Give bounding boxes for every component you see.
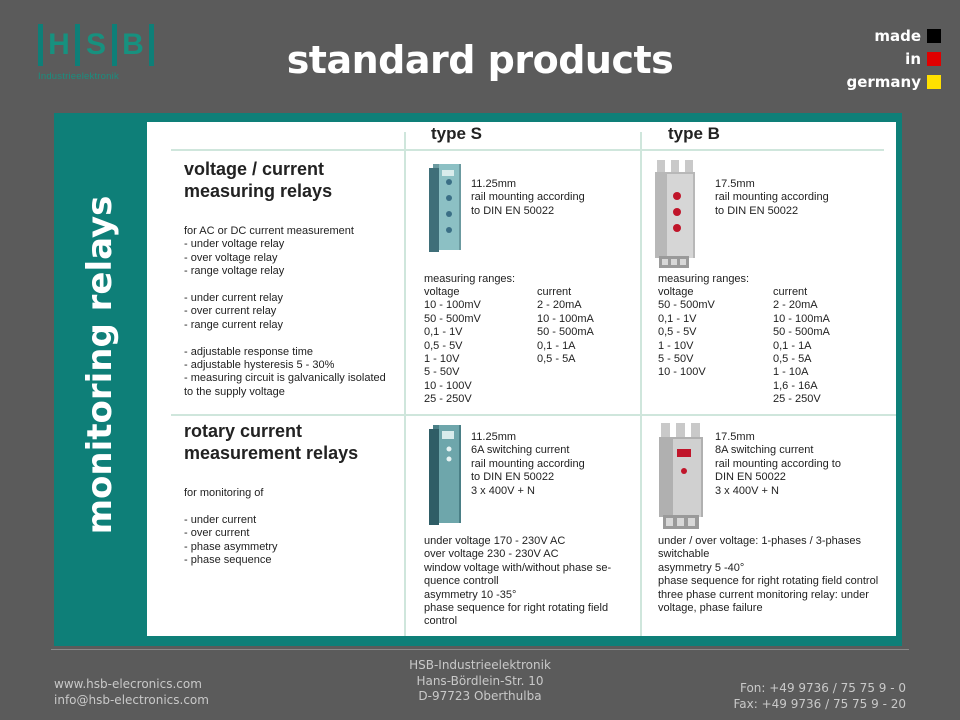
- in-label: in: [905, 49, 921, 68]
- made-row: [846, 70, 941, 93]
- phone-number: Fon: +49 9736 / 75 75 9 - 0: [739, 681, 906, 695]
- type-b-spec: 17.5mm rail mounting according to DIN EN 50022: [715, 178, 829, 217]
- flag-red-square: [927, 52, 941, 66]
- flag-gold-square: [927, 75, 941, 89]
- made-row: [846, 24, 941, 47]
- type-s-ranges-title: measuring ranges:: [424, 273, 516, 285]
- page-title: standard products: [286, 38, 674, 82]
- header-divider: [171, 149, 884, 151]
- logo-letter-s: S: [85, 28, 106, 61]
- section-description: for monitoring of - under current - over current - phase asymmetry - phase sequence: [184, 487, 278, 567]
- column-divider: [640, 132, 642, 636]
- email-link[interactable]: info@hsb-electronics.com: [54, 692, 209, 707]
- section-description: for AC or DC current measurement - under voltage relay - over voltage relay - range voltage relay - under current relay - over current relay - range current relay - adjustable response time - adjustable hysteresis 5 - 30% - measuring circuit is galvanically isolated to the supply voltage: [184, 225, 386, 398]
- logo-letter-h: H: [48, 28, 70, 61]
- side-label: [54, 113, 146, 646]
- column-header-type-b: type B: [668, 124, 720, 143]
- germany-label: germany: [846, 72, 921, 91]
- phone-contact: [734, 681, 907, 712]
- website-link[interactable]: www.hsb-elecronics.com: [54, 677, 202, 691]
- product-table: [147, 122, 896, 636]
- footer-divider: [51, 649, 909, 650]
- fax-number: Fax: +49 9736 / 75 75 9 - 20: [733, 696, 906, 711]
- made-in-germany: [846, 24, 941, 93]
- type-b-rotary-relay-image: [659, 423, 707, 531]
- column-header-type-s: type S: [431, 124, 483, 143]
- product-panel: [54, 113, 902, 646]
- company-address: HSB-Industrieelektronik Hans-Bördlein-Str. 10 D-97723 Oberthulba: [409, 658, 551, 703]
- made-row: [846, 47, 941, 70]
- type-b-rotary-spec: 17.5mm 8A switching current rail mounting according to DIN EN 50022 3 x 400V + N: [715, 431, 841, 497]
- section-title-voltage-current: voltage / current measuring relays: [184, 159, 333, 201]
- made-label: made: [874, 26, 921, 45]
- type-s-rotary-spec: 11.25mm 6A switching current rail mounting according to DIN EN 50022 3 x 400V + N: [471, 431, 585, 497]
- flag-black-square: [927, 29, 941, 43]
- type-s-current-ranges: current 2 - 20mA 10 - 100mA 50 - 500mA 0,1 - 1A 0,5 - 5A: [537, 286, 594, 366]
- type-s-spec: 11.25mm rail mounting according to DIN EN 50022: [471, 178, 585, 217]
- type-s-rotary-notes: under voltage 170 - 230V AC over voltage 230 - 230V AC window voltage with/without phase se- quence controll asymmetry 10 -35° phase sequence for right rotating field control: [424, 535, 612, 628]
- type-b-voltage-relay-image: [655, 160, 699, 272]
- type-s-rotary-relay-image: [425, 423, 465, 527]
- type-s-voltage-relay-image: [425, 160, 465, 256]
- type-b-voltage-ranges: voltage 50 - 500mV 0,1 - 1V 0,5 - 5V 1 - 10V 5 - 50V 10 - 100V: [658, 286, 715, 379]
- logo-letter-b: B: [122, 28, 144, 61]
- web-contact: [54, 677, 209, 708]
- section-divider: [171, 414, 896, 416]
- type-b-rotary-notes: under / over voltage: 1-phases / 3-phases switchable asymmetry 5 -40° phase sequence for right rotating field control three phase current monitoring relay: under voltage, phase failure: [658, 535, 879, 615]
- type-b-ranges-title: measuring ranges:: [658, 273, 750, 285]
- type-b-current-ranges: current 2 - 20mA 10 - 100mA 50 - 500mA 0,1 - 1A 0,5 - 5A 1 - 10A 1,6 - 16A 25 - 250V: [773, 286, 830, 406]
- column-divider: [404, 132, 406, 636]
- logo-subtitle: Industrieelektronik: [38, 71, 119, 82]
- section-title-rotary-current: rotary current measurement relays: [184, 421, 359, 463]
- side-label-text: monitoring relays: [80, 195, 120, 535]
- type-s-voltage-ranges: voltage 10 - 100mV 50 - 500mV 0,1 - 1V 0,5 - 5V 1 - 10V 5 - 50V 10 - 100V 25 - 250V: [424, 286, 481, 406]
